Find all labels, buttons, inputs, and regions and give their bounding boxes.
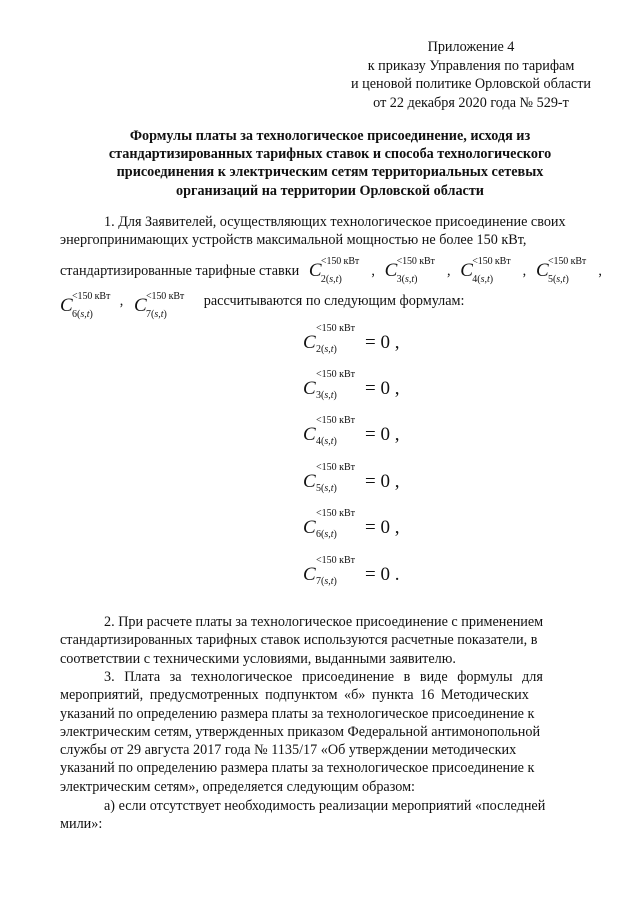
p3-line-6: указаний по определению размера платы за технологическое присоединение к: [60, 760, 535, 777]
formula-equals: = 0 ,: [365, 424, 400, 445]
formula-superscript: <150 кВт: [316, 369, 356, 380]
formula-equals: = 0 ,: [365, 332, 400, 353]
rate-formula-inline-6: C <150 кВт 6(s,t): [60, 291, 111, 320]
p3-line-4: электрическим сетям, утвержденных приказом Федеральной антимонопольной: [60, 723, 541, 740]
formula-rate-6: [303, 508, 400, 540]
p2-line-1: 2. При расчете платы за технологическое присоединение с применением: [104, 614, 544, 630]
formula-rate-7: [303, 555, 400, 587]
formula-rate-2: [303, 323, 400, 355]
rate-formula-inline-3: C <150 кВт 3(s,t): [384, 256, 435, 285]
p1-line-3-prefix: стандартизированные тарифные ставки: [60, 263, 300, 279]
paragraph-3a: [60, 797, 602, 834]
formula-superscript: <150 кВт: [316, 555, 356, 566]
formula-symbol: C: [303, 332, 316, 353]
formula-symbol: C: [303, 378, 316, 399]
document-title: [80, 127, 580, 200]
formula-superscript: <150 кВт: [316, 323, 356, 334]
p3-line-1: 3. Плата за технологическое присоединение в виде формулы для: [104, 669, 543, 685]
appendix-line-4: от 22 декабря 2020 года № 529-т: [373, 94, 569, 111]
p3-line-2: мероприятий, предусмотренных подпунктом «б» пункта 16 Методических: [60, 687, 529, 704]
formula-symbol: C: [303, 517, 316, 538]
paragraph-1: [60, 213, 602, 250]
p3a-line-2: мили»:: [60, 816, 103, 833]
appendix-line-3: и ценовой политике Орловской области: [351, 76, 591, 92]
formula-equals: = 0 ,: [365, 378, 400, 399]
formula-subscript: 7(s,t): [316, 576, 337, 587]
p1-rates-line: [60, 256, 602, 285]
formula-rate-3: [303, 369, 400, 401]
formula-symbol: C: [303, 471, 316, 492]
paragraph-3: [60, 668, 602, 796]
formula-superscript: <150 кВт: [316, 415, 356, 426]
title-line-1: Формулы платы за технологическое присоединение, исходя из: [129, 128, 531, 144]
formula-subscript: 2(s,t): [316, 344, 337, 355]
title-line-4: организаций на территории Орловской области: [176, 182, 484, 199]
p3-line-7: электрическим сетям», определяется следующим образом:: [60, 778, 415, 795]
p3-line-3: указаний по определению размера платы за технологическое присоединение к: [60, 705, 535, 722]
formula-subscript: 3(s,t): [316, 390, 337, 401]
p1-rates-line-2: C <150 кВт 6(s,t) , C <150 кВт 7(s,t) рассчитываются по следующим формулам:: [60, 291, 465, 320]
p3a-line-1: а) если отсутствует необходимость реализации мероприятий «последней: [104, 798, 546, 814]
p1-line-3: стандартизированные тарифные ставки C <150 кВт 2(s,t) , C <150 кВт 3(s,t) , C <150 кВт 4(s,t) , C <150 кВт 5(s,t) ,: [60, 256, 602, 285]
formula-subscript: 6(s,t): [316, 529, 337, 540]
formula-superscript: <150 кВт: [316, 508, 356, 519]
paragraph-2: [60, 613, 602, 668]
rate-formula-inline-5: C <150 кВт 5(s,t): [535, 256, 587, 285]
formula-equals: = 0 .: [365, 564, 400, 585]
p2-line-3: соответствии с техническими условиями, выданными заявителю.: [60, 650, 456, 667]
formula-superscript: <150 кВт: [316, 462, 356, 473]
formula-rate-5: [303, 462, 400, 494]
p3-line-5: службы от 29 августа 2017 года № 1135/17 «Об утверждении методических: [60, 742, 517, 759]
appendix-header: [336, 38, 606, 112]
formula-equals: = 0 ,: [365, 471, 400, 492]
rate-formula-inline-7: C <150 кВт 7(s,t): [133, 291, 185, 320]
title-line-2: стандартизированных тарифных ставок и способа технологического: [108, 146, 552, 163]
appendix-line-1: Приложение 4: [427, 39, 515, 55]
p1-line-2: энергопринимающих устройств максимальной мощностью не более 150 кВт,: [60, 232, 527, 249]
formula-symbol: C: [303, 424, 316, 445]
formula-symbol: C: [303, 564, 316, 585]
p1-line-1: 1. Для Заявителей, осуществляющих технологическое присоединение своих: [104, 214, 566, 230]
formula-rate-4: [303, 415, 400, 447]
rate-formula-inline-2: C <150 кВт 2(s,t): [308, 256, 360, 285]
title-line-3: присоединения к электрическим сетям территориальных сетевых: [116, 164, 544, 181]
appendix-line-2: к приказу Управления по тарифам: [367, 57, 575, 74]
p2-line-2: стандартизированных тарифных ставок используются расчетные показатели, в: [60, 632, 538, 649]
rate-formula-inline-4: C <150 кВт 4(s,t): [460, 256, 511, 285]
p1-line-4-suffix: рассчитываются по следующим формулам:: [203, 293, 465, 309]
formula-equals: = 0 ,: [365, 517, 400, 538]
formula-subscript: 5(s,t): [316, 483, 337, 494]
formula-subscript: 4(s,t): [316, 436, 337, 447]
